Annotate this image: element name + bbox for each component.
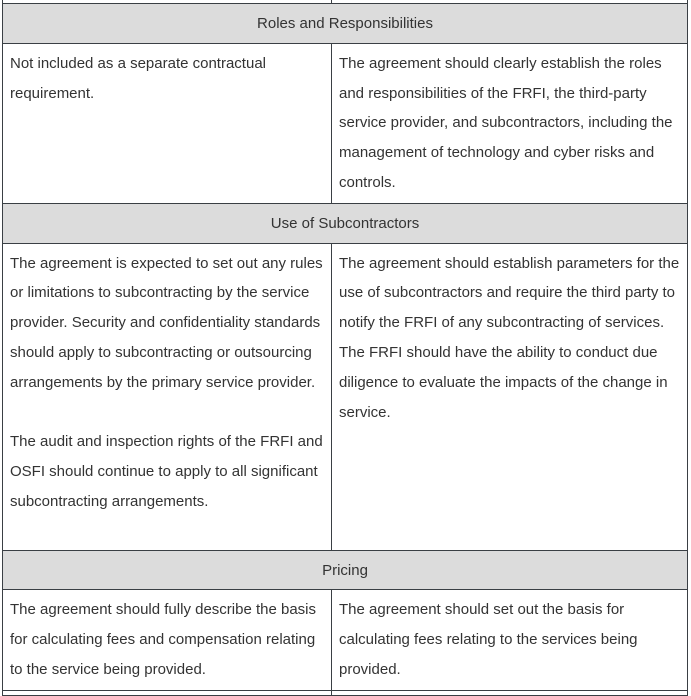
section-title: Pricing [3,550,688,590]
section-header-roles [3,4,688,44]
requirements-table [2,0,688,696]
right-cell [332,43,688,203]
right-cell [332,590,688,690]
section-title: Use of Subcontractors [3,203,688,243]
section-header-pricing [3,550,688,590]
cell-text: The agreement should set out the basis for calculating fees relating to the services being provided. [339,601,638,678]
cell-text: The audit and inspection rights of the FRFI and OSFI should continue to apply to all significant subcontracting arrangements. [10,433,323,510]
cell-text: The agreement is expected to set out any rules or limitations to subcontracting by the service provider. Security and confidentiality standards should apply to subcontracting or outsourcing arrangements by the primary service provider. [10,254,323,391]
left-cell [3,243,332,550]
cell-text: The agreement should clearly establish the roles and responsibilities of the FRFI, the third-party service provider, and subcontractors, including the management of technology and cyber risks and controls. [339,54,673,191]
table-row [3,43,688,203]
cell-text: The agreement should fully describe the basis for calculating fees and compensation relating to the service being provided. [10,601,317,678]
table-row [3,243,688,550]
next-row [3,690,688,695]
table-row [3,590,688,690]
left-cell [3,590,332,690]
right-cell [332,243,688,550]
section-title: Roles and Responsibilities [3,4,688,44]
section-header-subcontractors [3,203,688,243]
cell-text: Not included as a separate contractual requirement. [10,54,266,102]
left-cell [3,43,332,203]
cell-text: The agreement should establish parameters for the use of subcontractors and require the third party to notify the FRFI of any subcontracting of services. The FRFI should have the ability to conduct due diligence to evaluate the impacts of the change in service. [339,254,680,421]
